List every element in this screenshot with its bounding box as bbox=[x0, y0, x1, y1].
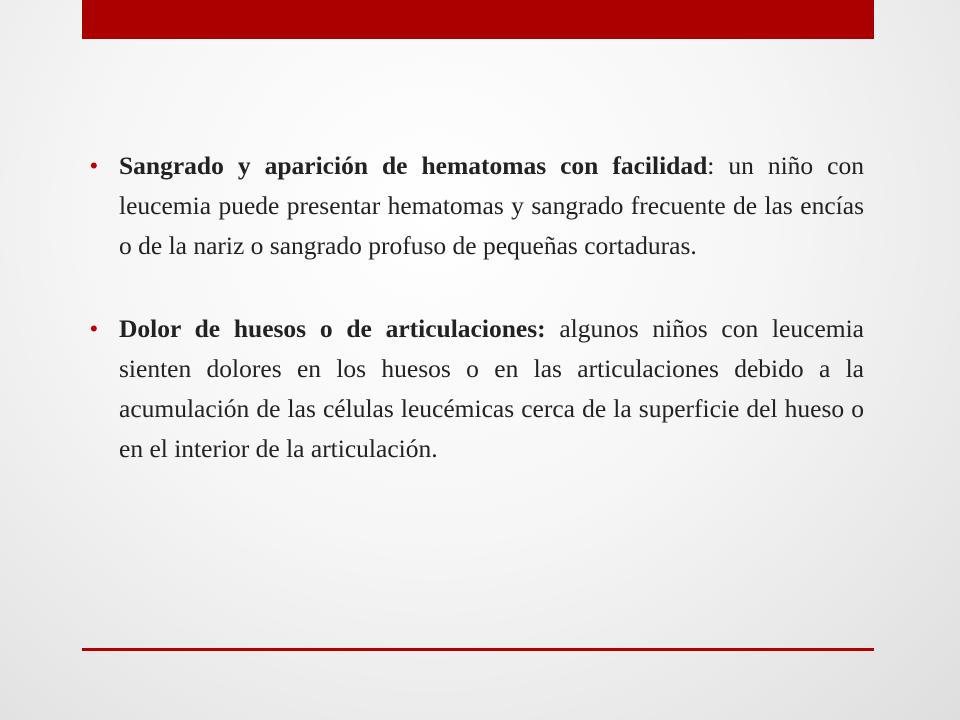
bullet-dot-icon: • bbox=[90, 153, 98, 178]
bullet-body-bleeding: : un niño con leucemia puede presentar hematomas y sangrado frecuente de las encías o de la nariz o sangrado profuso de pequeñas cortaduras. bbox=[119, 151, 864, 260]
bullet-title-bleeding: Sangrado y aparición de hematomas con facilidad bbox=[119, 151, 708, 180]
bullet-text-bone-pain bbox=[119, 309, 864, 469]
slide-content bbox=[90, 146, 864, 512]
bullet-dot-icon: • bbox=[90, 316, 98, 341]
bullet-item-bone-pain bbox=[90, 309, 864, 469]
bullet-text-bleeding bbox=[119, 146, 864, 266]
top-accent-bar bbox=[82, 0, 874, 39]
bottom-accent-line bbox=[82, 648, 874, 651]
bullet-body-bone-pain: algunos niños con leucemia sienten dolores en los huesos o en las articulaciones debido a la acumulación de las células leucémicas cerca de la superficie del hueso o en el interior de la articulación. bbox=[119, 314, 864, 463]
bullet-title-bone-pain: Dolor de huesos o de articulaciones: bbox=[119, 314, 546, 343]
bullet-item-bleeding bbox=[90, 146, 864, 266]
